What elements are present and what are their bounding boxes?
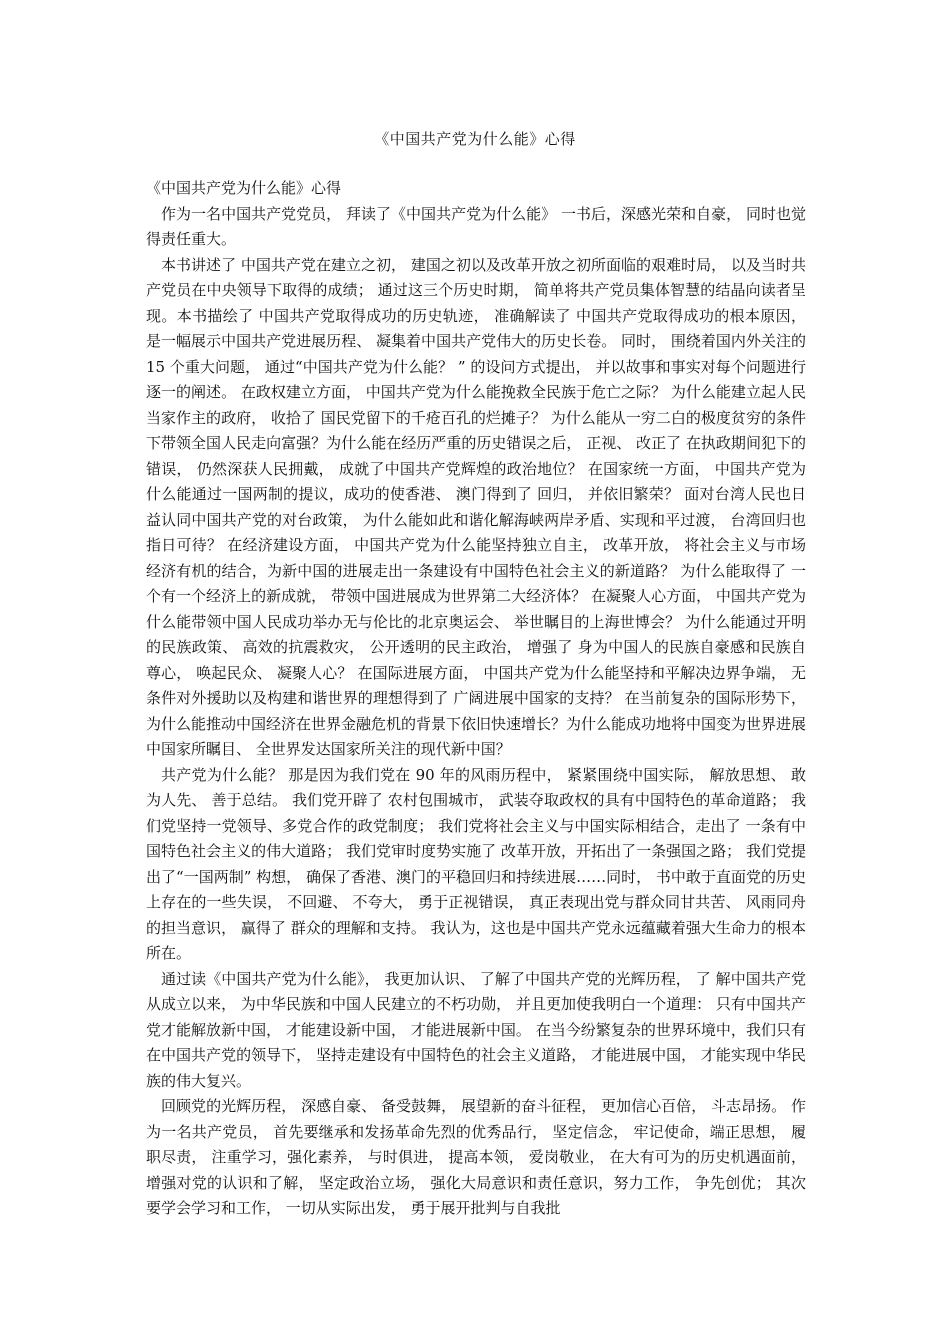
paragraph-2: 本书讲述了 中国共产党在建立之初， 建国之初以及改革开放之初所面临的艰难时局， 以及当时共产党员在中央领导下取得的成绩； 通过这三个历史时期， 简单将共产党员集体智慧的结晶向读者呈现。本书描绘了 中国共产党取得成功的历史轨迹， 准确解读了 中国共产党取得成功的根本原因， 是一幅展示中国共产党进展历程、 凝集着中国共产党伟大的历史长卷。 同时， 围绕着国内外关注的 15 个重大问题， 通过“中国共产党为什么能？ ” 的设问方式提出， 并以故事和事实对每个问题进行逐一的阐述。 在政权建立方面， 中国共产党为什么能挽救全民族于危亡之际？ 为什么能建立起人民当家作主的政府， 收拾了 国民党留下的千疮百孔的烂摊子？ 为什么能从一穷二白的极度贫穷的条件下带领全国人民走向富强？为什么能在经历严重的历史错误之后， 正视、 改正了 在执政期间犯下的错误， 仍然深获人民拥戴， 成就了中国共产党辉煌的政治地位？ 在国家统一方面， 中国共产党为什么能通过一国两制的提议，成功的使香港、 澳门得到了 回归， 并依旧繁荣？ 面对台湾人民也日益认同中国共产党的对台政策， 为什么能如此和谐化解海峡两岸矛盾、实现和平过渡， 台湾回归也指日可待？ 在经济建设方面， 中国共产党为什么能坚持独立自主， 改革开放， 将社会主义与市场经济有机的结合，为新中国的进展走出一条建设有中国特色社会主义的新道路？ 为什么能取得了 一个有一个经济上的新成就， 带领中国进展成为世界第二大经济体？ 在凝聚人心方面， 中国共产党为什么能带领中国人民成功举办无与伦比的北京奥运会、 举世瞩目的上海世博会？ 为什么能通过开明的民族政策、 高效的抗震救灾， 公开透明的民主政治， 增强了 身为中国人的民族自豪感和民族自尊心， 唤起民众、 凝聚人心？ 在国际进展方面， 中国共产党为什么能坚持和平解决边界争端， 无条件对外援助以及构建和谐世界的理想得到了 广阔进展中国家的支持？ 在当前复杂的国际形势下，为什么能推动中国经济在世界金融危机的背景下依旧快速增长？为什么能成功地将中国变为世界进展中国家所瞩目、 全世界发达国家所关注的现代新中国？ <box>146 255 807 758</box>
document-subtitle: 《中国共产党为什么能》心得 <box>146 179 342 197</box>
paragraph-5: 回顾党的光辉历程， 深感自豪、 备受鼓舞， 展望新的奋斗征程， 更加信心百倍， 斗志昂扬。 作为一名共产党员， 首先要继承和发扬革命先烈的优秀品行， 坚定信念， 牢记使命，端正思想， 履职尽责， 注重学习，强化素养， 与时俱进， 提高本领， 爱岗敬业， 在大有可为的历史机遇面前， 增强对党的认识和了解， 坚定政治立场， 强化大局意识和责任意识，努力工作， 争先创优； 其次要学会学习和工作， 一切从实际出发， 勇于展开批判与自我批 <box>146 1097 806 1217</box>
paragraph-4: 通过读《中国共产党为什么能》， 我更加认识、 了解了中国共产党的光辉历程， 了 解中国共产党从成立以来， 为中华民族和中国人民建立的不朽功勋， 并且更加使我明白一个道理： 只有中国共产党才能解放新中国， 才能建设新中国， 才能进展新中国。 在当今纷繁复杂的世界环境中，我们只有在中国共产党的领导下， 坚持走建设有中国特色的社会主义道路， 才能进展中国， 才能实现中华民族的伟大复兴。 <box>146 969 806 1090</box>
paragraph-1: 作为一名中国共产党党员， 拜读了《中国共产党为什么能》 一书后，深感光荣和自豪， 同时也觉得责任重大。 <box>146 204 806 248</box>
document-body <box>146 176 806 1222</box>
document-title: 《中国共产党为什么能》心得 <box>374 130 576 148</box>
paragraph-3: 共产党为什么能？ 那是因为我们党在 90 年的风雨历程中， 紧紧围绕中国实际， 解放思想、 敢为人先、 善于总结。 我们党开辟了 农村包围城市， 武装夺取政权的具有中国特色的革命道路； 我们党坚持一党领导、多党合作的政党制度； 我们党将社会主义与中国实际相结合，走出了 一条有中国特色社会主义的伟大道路； 我们党审时度势实施了 改革开放，开拓出了一条强国之路； 我们党提出了“一国两制” 构想， 确保了香港、澳门的平稳回归和持续进展……同时， 书中敢于直面党的历史上存在的一些失误， 不回避、 不夸大， 勇于正视错误， 真正表现出党与群众同甘共苦、 风雨同舟的担当意识， 赢得了 群众的理解和支持。 我认为，这也是中国共产党永远蕴藏着强大生命力的根本所在。 <box>146 765 806 962</box>
